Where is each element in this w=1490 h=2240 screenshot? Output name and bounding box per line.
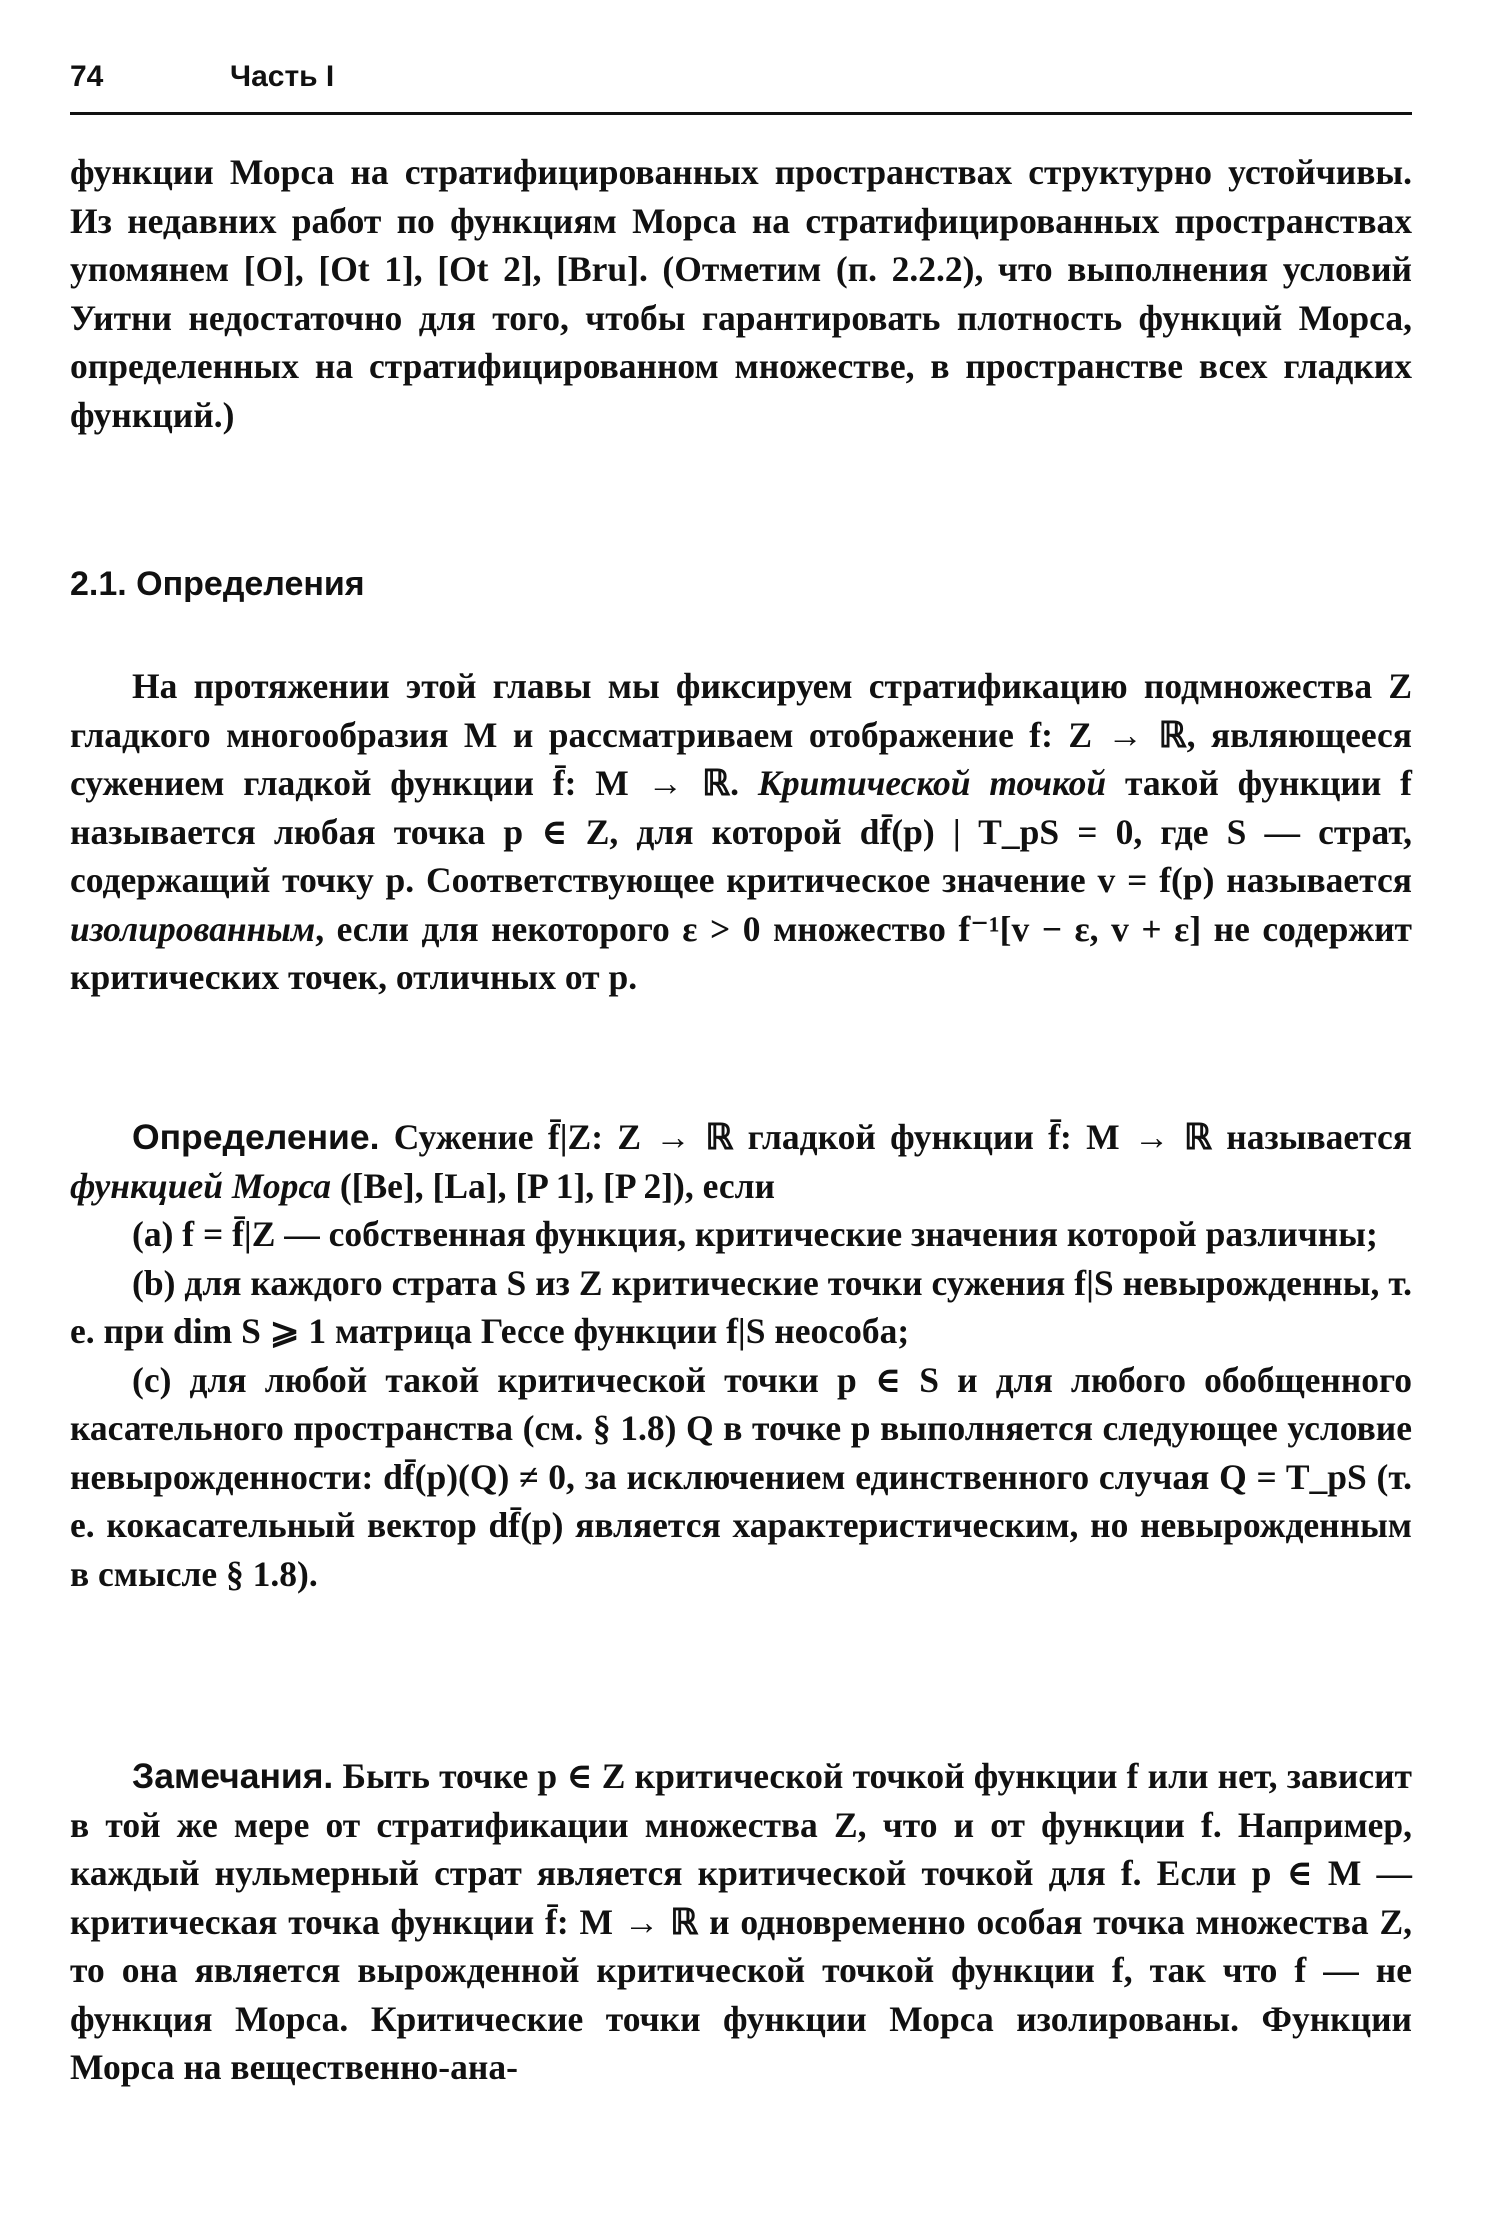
definition-item-c: (c) для любой такой критической точки p ∈ S и для любого обобщенного касательного пространства (см. § 1.8) Q в точке p выполняется следующее условие невырожденности: df̄(p)(Q) ≠ 0, за исключением единственного случая Q = T_pS (т. е. кокасательный вектор df̄(p) является характеристическим, но невырожденным в смысле § 1.8). — [70, 1359, 1412, 1594]
definition-item-b: (b) для каждого страта S из Z критические точки сужения f|S невырожденны, т. е. при dim S ⩾ 1 матрица Гессе функции f|S неособа; — [70, 1262, 1412, 1351]
section-title: 2.1. Определения — [70, 565, 365, 603]
definition-block — [70, 1113, 1412, 1598]
part-label: Часть I — [230, 60, 335, 93]
definition-intro — [70, 1113, 1412, 1210]
remarks-text: Быть точке p ∈ Z критической точкой функции f или нет, зависит в той же мере от стратификации множества Z, что и от функции f. Например, каждый нульмерный страт является критической точкой для f. Если p ∈ M — критическая точка функции f̄: M → ℝ и одновременно особая точка множества Z, то она является вырожденной критической точкой функции f, так что f — не функция Морса. Критические точки функции Морса изолированы. Функции Морса на вещественно-ана- — [70, 1756, 1412, 2087]
remarks-block — [70, 1752, 1412, 2092]
paragraph-1-block — [70, 662, 1412, 1002]
remarks-paragraph — [70, 1752, 1412, 2092]
intro-paragraph: функции Морса на стратифицированных пространствах структурно устойчивы. Из недавних работ по функциям Морса на стратифицированных пространствах упомянем [O], [Ot 1], [Ot 2], [Bru]. (Отметим (п. 2.2.2), что выполнения условий Уитни недостаточно для того, чтобы гарантировать плотность функций Морса, определенных на стратифицированном множестве, в пространстве всех гладких функций.) — [70, 152, 1412, 435]
paragraph-1-text-b: такой функции f называется любая точка p ∈ Z, для которой df̄(p) | T_pS = 0, где S — страт, содержащий точку p. Соответствующее критическое значение v = f(p) называется — [70, 763, 1412, 900]
definition-label: Определение. — [132, 1117, 380, 1157]
paragraph-1 — [70, 662, 1412, 1002]
definition-text-b: ([Be], [La], [P 1], [P 2]), если — [330, 1165, 775, 1206]
definition-item-a: (a) f = f̄|Z — собственная функция, критические значения которой различны; — [132, 1214, 1378, 1254]
paragraph-1-text-a: На протяжении этой главы мы фиксируем стратификацию подмножества Z гладкого многообразия M и рассматриваем отображение f: Z → ℝ, являющееся сужением гладкой функции f̄: M → ℝ. — [70, 666, 1412, 803]
paragraph-1-text-c: , если для некоторого ε > 0 множество f⁻¹[v − ε, v + ε] не содержит критических точек, отличных от p. — [70, 908, 1412, 997]
intro-paragraph-block — [70, 148, 1412, 439]
term-morse-function: функцией Морса — [70, 1165, 331, 1206]
term-critical-point: Критической точкой — [757, 763, 1107, 803]
remarks-label: Замечания. — [132, 1756, 334, 1796]
running-head — [70, 60, 1410, 94]
page-number: 74 — [70, 60, 104, 93]
term-isolated: изолированным — [70, 908, 316, 949]
header-rule — [70, 112, 1412, 115]
definition-text-a: Сужение f̄|Z: Z → ℝ гладкой функции f̄: M → ℝ называется — [379, 1117, 1412, 1157]
